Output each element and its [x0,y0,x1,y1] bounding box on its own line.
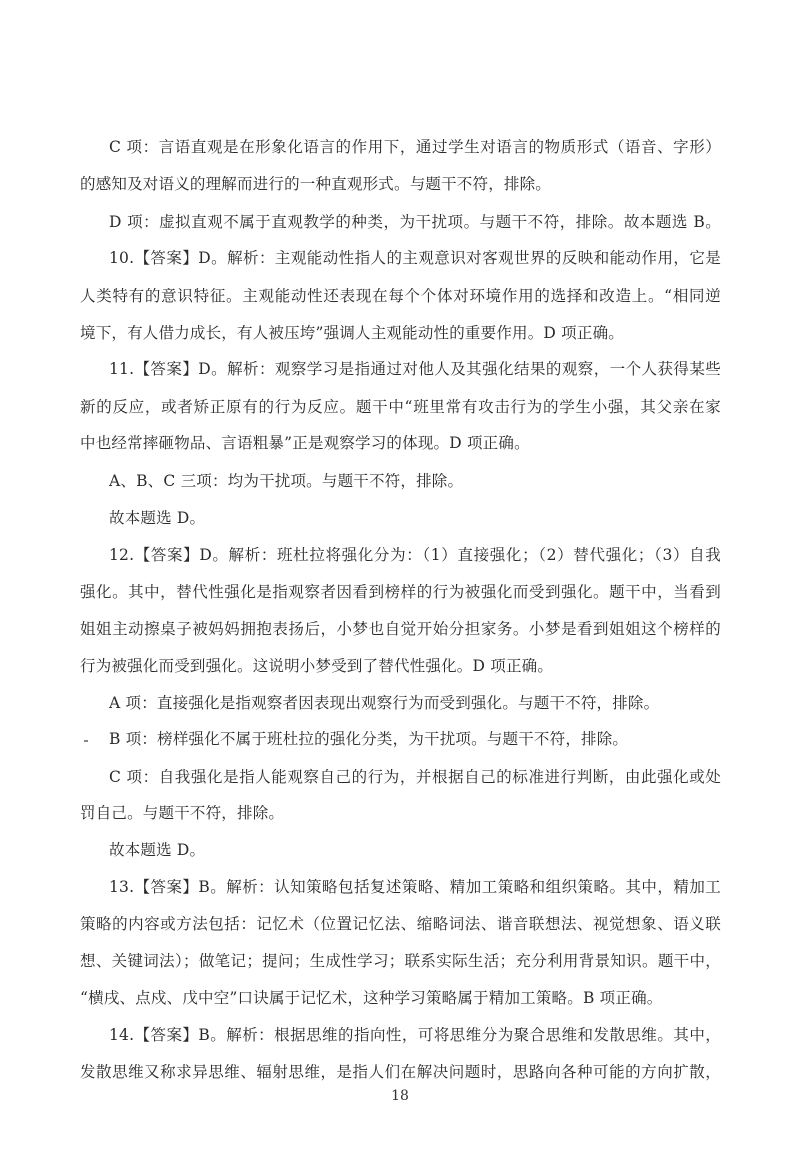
line-text: B 项：榜样强化不属于班杜拉的强化分类，为干扰项。与题干不符，排除。 [109,730,629,748]
line-text: 姐姐主动擦桌子被妈妈拥抱表扬后，小梦也自觉开始分担家务。小梦是看到姐姐这个榜样的 [80,620,721,638]
text-line [0,1018,800,1052]
line-text: 10.【答案】D。解析：主观能动性指人的主观意识对客观世界的反映和能动作用，它是 [109,249,721,267]
text-line [0,130,800,164]
text-line [0,907,800,941]
text-line [0,870,800,904]
page-number: 18 [391,1088,409,1104]
text-line [0,944,800,978]
line-text: 发散思维又称求异思维、辐射思维，是指人们在解决问题时，思路向各种可能的方向扩散， [80,1063,721,1081]
line-text: “横戌、点戍、戊中空”口诀属于记忆术，这种学习策略属于精加工策略。B 项正确。 [80,989,663,1007]
text-line [0,205,800,239]
line-text: 罚自己。与题干不符，排除。 [80,804,285,822]
line-text: D 项：虚拟直观不属于直观教学的种类，为干扰项。与题干不符，排除。故本题选 B。 [109,213,721,231]
line-text: 的感知及对语义的理解而进行的一种直观形式。与题干不符，排除。 [80,175,552,193]
line-text: A 项：直接强化是指观察者因表现出观察行为而受到强化。与题干不符，排除。 [109,694,660,712]
line-text: 强化。其中，替代性强化是指观察者因看到榜样的行为被强化而受到强化。题干中，当看到 [80,583,721,601]
text-line [0,426,800,460]
line-text: 行为被强化而受到强化。这说明小梦受到了替代性强化。D 项正确。 [80,657,554,675]
line-text: A、B、C 三项：均为干扰项。与题干不符，排除。 [109,472,464,490]
line-text: 故本题选 D。 [109,509,206,527]
text-line [0,686,800,720]
text-line [0,575,800,609]
line-text: 13.【答案】B。解析：认知策略包括复述策略、精加工策略和组织策略。其中，精加工 [109,878,721,896]
text-line [0,760,800,794]
line-text: 想、关键词法）；做笔记；提问；生成性学习；联系实际生活；充分利用背景知识。题干中， [80,952,721,970]
text-line [0,352,800,386]
text-line [0,501,800,535]
text-line [0,612,800,646]
text-line [0,833,800,867]
scan-speck [84,740,88,742]
text-line [0,796,800,830]
text-line [0,464,800,498]
text-line [0,241,800,275]
text-line [0,981,800,1015]
text-line [0,279,800,313]
line-text: 11.【答案】D。解析：观察学习是指通过对他人及其强化结果的观察，一个人获得某些 [109,360,721,378]
line-text: 14.【答案】B。解析：根据思维的指向性，可将思维分为聚合思维和发散思维。其中， [109,1026,721,1044]
line-text: C 项：自我强化是指人能观察自己的行为，并根据自己的标准进行判断，由此强化或处 [109,768,721,786]
line-text: 境下，有人借力成长，有人被压垮”强调人主观能动性的重要作用。D 项正确。 [80,324,624,342]
text-line [0,538,800,572]
text-line [0,649,800,683]
text-line [0,390,800,424]
text-line [0,167,800,201]
text-line [0,316,800,350]
line-text: 12.【答案】D。解析：班杜拉将强化分为：（1）直接强化；（2）替代强化；（3）自我 [109,546,721,564]
line-text: 故本题选 D。 [109,841,206,859]
text-line [0,1055,800,1089]
line-text: 人类特有的意识特征。主观能动性还表现在每个个体对环境作用的选择和改造上。“相同逆 [80,287,721,305]
line-text: 中也经常摔砸物品、言语粗暴”正是观察学习的体现。D 项正确。 [80,434,530,452]
line-text: C 项：言语直观是在形象化语言的作用下，通过学生对语言的物质形式（语音、字形） [109,138,721,156]
text-line [0,722,800,756]
line-text: 策略的内容或方法包括：记忆术（位置记忆法、缩略词法、谐音联想法、视觉想象、语义联 [80,915,721,933]
line-text: 新的反应，或者矫正原有的行为反应。题干中“班里常有攻击行为的学生小强，其父亲在家 [80,398,721,416]
